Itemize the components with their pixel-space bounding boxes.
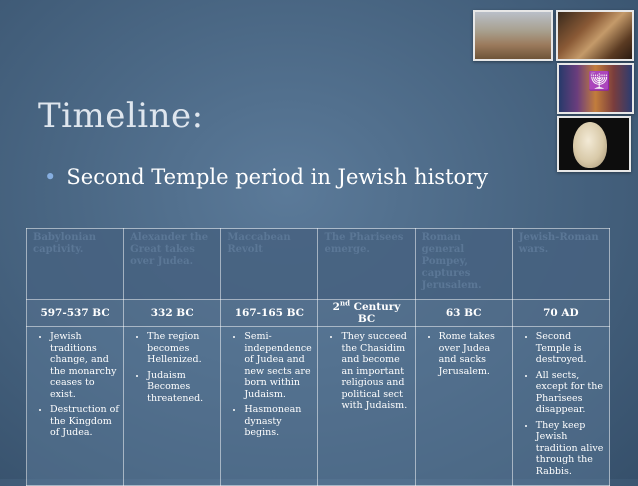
detail-item: • They succeed the Chasidim and become an important religious and political sect with Judaism. bbox=[341, 331, 411, 412]
date-text: 70 AD bbox=[543, 307, 579, 319]
detail-cell bbox=[415, 327, 512, 486]
event-cell: The Pharisees emerge. bbox=[318, 229, 415, 300]
date-text: 2 bbox=[332, 301, 340, 313]
detail-item: • Rome takes over Judea and sacks Jerusalem. bbox=[439, 331, 509, 377]
detail-cell bbox=[512, 327, 609, 486]
detail-list bbox=[515, 331, 606, 477]
detail-list bbox=[418, 331, 509, 377]
date-row bbox=[27, 300, 610, 327]
event-cell: Roman general Pompey, captures Jerusalem. bbox=[415, 229, 512, 300]
detail-cell bbox=[27, 327, 124, 486]
detail-row bbox=[27, 327, 610, 486]
bullet-dot-icon: • bbox=[44, 165, 57, 189]
detail-item: • Hasmonean dynasty begins. bbox=[244, 404, 314, 439]
temple-painting-image bbox=[556, 10, 634, 61]
date-text: 167-165 BC bbox=[234, 307, 305, 319]
slide-bullet-text: Second Temple period in Jewish history bbox=[66, 165, 489, 189]
event-cell: Maccabean Revolt bbox=[221, 229, 318, 300]
date-text: 597-537 BC bbox=[40, 307, 110, 319]
date-cell bbox=[512, 300, 609, 327]
date-ordinal-suffix: nd bbox=[339, 298, 350, 308]
event-cell: Jewish-Roman wars. bbox=[512, 229, 609, 300]
date-cell bbox=[124, 300, 221, 327]
date-cell bbox=[221, 300, 318, 327]
event-cell: Babylonian captivity. bbox=[27, 229, 124, 300]
detail-cell bbox=[124, 327, 221, 486]
detail-item: • Second Temple is destroyed. bbox=[536, 331, 606, 366]
date-cell bbox=[27, 300, 124, 327]
menorah-icon: 🕎 bbox=[588, 71, 611, 92]
detail-list bbox=[320, 331, 411, 412]
timeline-table bbox=[26, 228, 610, 486]
detail-list bbox=[126, 331, 217, 404]
detail-item: • All sects, except for the Pharisees disappear. bbox=[536, 370, 606, 416]
slide-bullet bbox=[44, 165, 488, 189]
detail-cell bbox=[221, 327, 318, 486]
detail-item: • Destruction of the Kingdom of Judea. bbox=[50, 404, 120, 439]
detail-list bbox=[29, 331, 120, 439]
detail-item: • Semi-independence of Judea and new sects are born within Judaism. bbox=[244, 331, 314, 400]
date-text-rest: Century BC bbox=[349, 301, 401, 325]
slide-title: Timeline: bbox=[38, 96, 204, 136]
jerusalem-landscape-image bbox=[473, 10, 553, 61]
date-text: 332 BC bbox=[150, 307, 194, 319]
detail-cell bbox=[318, 327, 415, 486]
date-cell bbox=[415, 300, 512, 327]
menorah-scene-image bbox=[557, 63, 634, 114]
detail-item: • They keep Jewish tradition alive through the Rabbis. bbox=[536, 420, 606, 478]
detail-item: • Judaism Becomes threatened. bbox=[147, 370, 217, 405]
detail-list bbox=[223, 331, 314, 439]
event-cell: Alexander the Great takes over Judea. bbox=[124, 229, 221, 300]
detail-item: • Jewish traditions change, and the monarchy ceases to exist. bbox=[50, 331, 120, 400]
roman-bust-image bbox=[557, 116, 631, 172]
date-text: 63 BC bbox=[445, 307, 482, 319]
event-row bbox=[27, 229, 610, 300]
date-cell bbox=[318, 300, 415, 327]
detail-item: • The region becomes Hellenized. bbox=[147, 331, 217, 366]
